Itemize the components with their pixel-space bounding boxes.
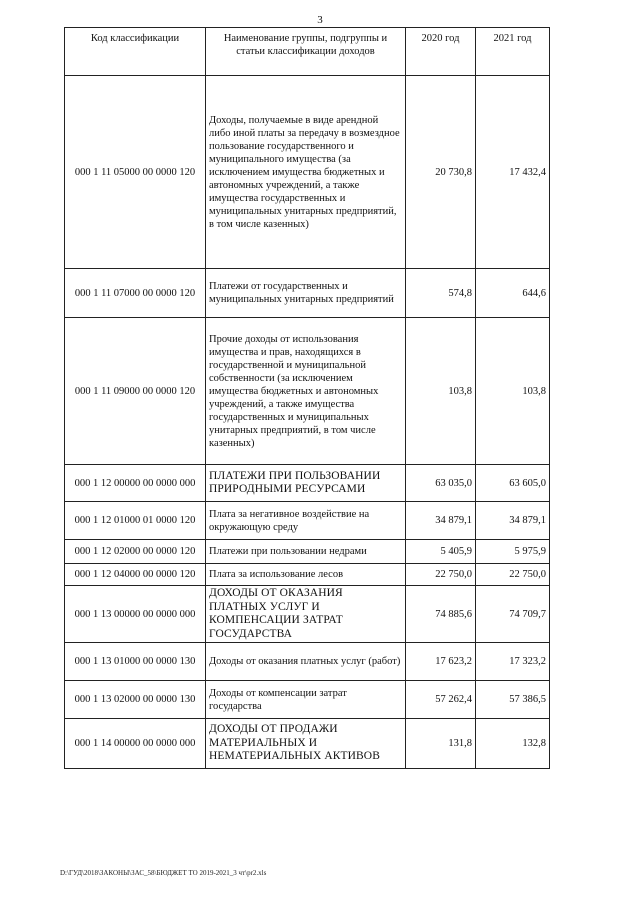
table-row: [65, 465, 550, 502]
row-value-2020: 57 262,4: [406, 681, 476, 719]
row-name: Прочие доходы от использования имущества и прав, находящихся в государственной и муниципальной собственности (за исключением имущества бюджетных и автономных учреждений, а также имущества государственных и муниципальных унитарных предприятий, в том числе казенных): [206, 318, 406, 465]
row-code: 000 1 12 01000 01 0000 120: [65, 502, 206, 540]
header-2020: 2020 год: [406, 28, 476, 76]
table-row: [65, 586, 550, 643]
file-path-footer: D:\ГУД\2018\ЗАКОНЫ\ЗАС_58\БЮДЖЕТ ТО 2019-2021_3 чт\pr2.xls: [60, 869, 267, 877]
row-code: 000 1 12 00000 00 0000 000: [65, 465, 206, 502]
row-value-2020: 34 879,1: [406, 502, 476, 540]
row-value-2021: 132,8: [476, 719, 550, 769]
row-value-2021: 17 323,2: [476, 643, 550, 681]
header-2021: 2021 год: [476, 28, 550, 76]
row-value-2020: 574,8: [406, 269, 476, 318]
row-value-2021: 74 709,7: [476, 586, 550, 643]
table-row: [65, 719, 550, 769]
header-code: Код классификации: [65, 28, 206, 76]
row-name: Доходы, получаемые в виде арендной либо иной платы за передачу в возмездное пользование государственного и муниципального имущества (за исключением имущества бюджетных и автономных учреждений, а также имущества государственных и муниципальных унитарных предприятий, в том числе казенных): [206, 76, 406, 269]
row-name: Платежи при пользовании недрами: [206, 540, 406, 564]
row-value-2020: 131,8: [406, 719, 476, 769]
row-name: Доходы от оказания платных услуг (работ): [206, 643, 406, 681]
row-value-2020: 63 035,0: [406, 465, 476, 502]
row-value-2021: 103,8: [476, 318, 550, 465]
row-code: 000 1 12 04000 00 0000 120: [65, 564, 206, 586]
row-value-2021: 644,6: [476, 269, 550, 318]
row-value-2021: 5 975,9: [476, 540, 550, 564]
row-name: ДОХОДЫ ОТ ПРОДАЖИ МАТЕРИАЛЬНЫХ И НЕМАТЕРИАЛЬНЫХ АКТИВОВ: [206, 719, 406, 769]
table-row: [65, 502, 550, 540]
row-value-2020: 17 623,2: [406, 643, 476, 681]
row-value-2021: 34 879,1: [476, 502, 550, 540]
table-row: [65, 76, 550, 269]
row-value-2021: 17 432,4: [476, 76, 550, 269]
table-row: [65, 643, 550, 681]
row-value-2020: 74 885,6: [406, 586, 476, 643]
row-code: 000 1 11 07000 00 0000 120: [65, 269, 206, 318]
row-code: 000 1 13 00000 00 0000 000: [65, 586, 206, 643]
table-row: [65, 540, 550, 564]
row-code: 000 1 11 09000 00 0000 120: [65, 318, 206, 465]
row-name: Плата за негативное воздействие на окружающую среду: [206, 502, 406, 540]
revenue-table: [64, 27, 550, 769]
table-row: [65, 564, 550, 586]
table-header-row: [65, 28, 550, 76]
row-code: 000 1 14 00000 00 0000 000: [65, 719, 206, 769]
row-name: Доходы от компенсации затрат государства: [206, 681, 406, 719]
row-value-2020: 103,8: [406, 318, 476, 465]
table-row: [65, 318, 550, 465]
row-code: 000 1 12 02000 00 0000 120: [65, 540, 206, 564]
row-name: Платежи от государственных и муниципальных унитарных предприятий: [206, 269, 406, 318]
row-value-2020: 20 730,8: [406, 76, 476, 269]
table-row: [65, 681, 550, 719]
row-name: ДОХОДЫ ОТ ОКАЗАНИЯ ПЛАТНЫХ УСЛУГ И КОМПЕНСАЦИИ ЗАТРАТ ГОСУДАРСТВА: [206, 586, 406, 643]
row-value-2020: 22 750,0: [406, 564, 476, 586]
row-value-2021: 22 750,0: [476, 564, 550, 586]
row-value-2021: 63 605,0: [476, 465, 550, 502]
row-name: ПЛАТЕЖИ ПРИ ПОЛЬЗОВАНИИ ПРИРОДНЫМИ РЕСУРСАМИ: [206, 465, 406, 502]
row-code: 000 1 13 02000 00 0000 130: [65, 681, 206, 719]
table-row: [65, 269, 550, 318]
row-name: Плата за использование лесов: [206, 564, 406, 586]
row-code: 000 1 11 05000 00 0000 120: [65, 76, 206, 269]
page-number: 3: [317, 14, 323, 26]
row-code: 000 1 13 01000 00 0000 130: [65, 643, 206, 681]
row-value-2020: 5 405,9: [406, 540, 476, 564]
header-name: Наименование группы, подгруппы и статьи классификации доходов: [206, 28, 406, 76]
row-value-2021: 57 386,5: [476, 681, 550, 719]
